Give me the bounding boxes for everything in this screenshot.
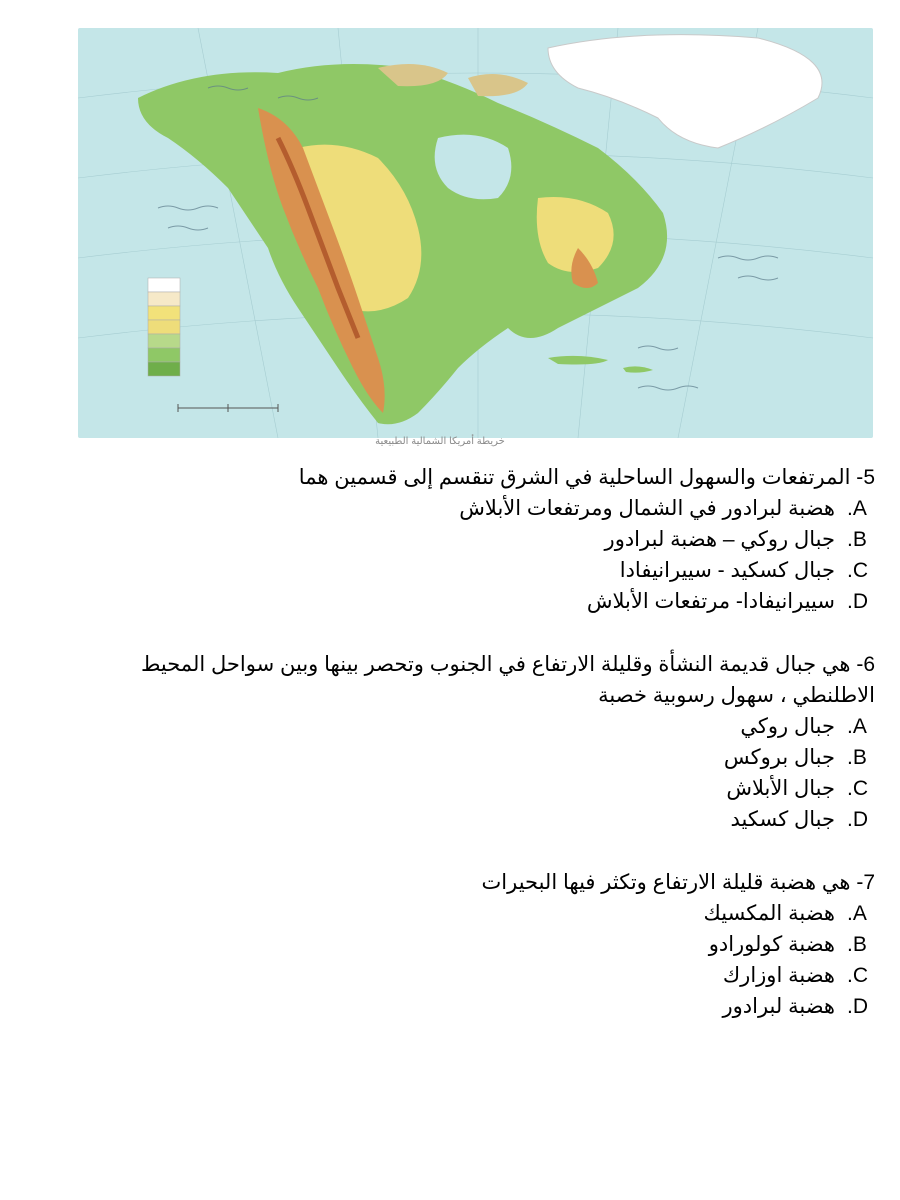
option-text: جبال روكي – هضبة لبرادور: [604, 528, 835, 551]
option-a[interactable]: [100, 711, 875, 742]
option-text: هضبة لبرادور في الشمال ومرتفعات الأبلاش: [459, 497, 835, 520]
option-letter: D.: [847, 590, 869, 613]
option-letter: A.: [847, 715, 867, 738]
option-letter: A.: [847, 497, 867, 520]
physical-map-north-america: [78, 28, 873, 438]
option-d[interactable]: [100, 586, 875, 617]
option-b[interactable]: [100, 929, 875, 960]
option-letter: C.: [847, 964, 869, 987]
option-letter: C.: [847, 559, 869, 582]
option-letter: D.: [847, 808, 869, 831]
option-text: هضبة المكسيك: [703, 902, 835, 925]
option-text: جبال روكي: [740, 715, 835, 738]
option-letter: B.: [847, 528, 867, 551]
option-d[interactable]: [100, 804, 875, 835]
option-text: هضبة كولورادو: [708, 933, 835, 956]
option-text: جبال كسكيد - سييرانيفادا: [619, 559, 835, 582]
option-c[interactable]: [100, 960, 875, 991]
options-list: [100, 493, 875, 617]
question-6: [100, 649, 875, 835]
question-text: 6- هي جبال قديمة النشأة وقليلة الارتفاع في الجنوب وتحصر بينها وبين سواحل المحيط الاطلنطي ، سهول رسوبية خصبة: [140, 653, 875, 707]
option-letter: D.: [847, 995, 869, 1018]
option-letter: B.: [847, 746, 867, 769]
option-letter: C.: [847, 777, 869, 800]
option-c[interactable]: [100, 555, 875, 586]
map-image: [78, 28, 873, 438]
option-a[interactable]: [100, 493, 875, 524]
options-list: [100, 711, 875, 835]
option-text: هضبة اوزارك: [722, 964, 835, 987]
option-b[interactable]: [100, 524, 875, 555]
option-text: جبال الأبلاش: [726, 777, 835, 800]
question-list: [100, 462, 875, 1054]
option-letter: A.: [847, 902, 867, 925]
question-text: 5- المرتفعات والسهول الساحلية في الشرق تنقسم إلى قسمين هما: [298, 466, 875, 489]
option-d[interactable]: [100, 991, 875, 1022]
option-letter: B.: [847, 933, 867, 956]
question-7: [100, 867, 875, 1022]
options-list: [100, 898, 875, 1022]
option-text: جبال كسكيد: [730, 808, 835, 831]
option-text: هضبة لبرادور: [722, 995, 835, 1018]
option-text: سييرانيفادا- مرتفعات الأبلاش: [586, 590, 835, 613]
question-5: [100, 462, 875, 617]
option-a[interactable]: [100, 898, 875, 929]
map-caption: خريطة أمريكا الشمالية الطبيعية: [375, 436, 505, 447]
option-text: جبال بروكس: [723, 746, 835, 769]
option-b[interactable]: [100, 742, 875, 773]
question-text: 7- هي هضبة قليلة الارتفاع وتكثر فيها البحيرات: [481, 871, 875, 894]
option-c[interactable]: [100, 773, 875, 804]
